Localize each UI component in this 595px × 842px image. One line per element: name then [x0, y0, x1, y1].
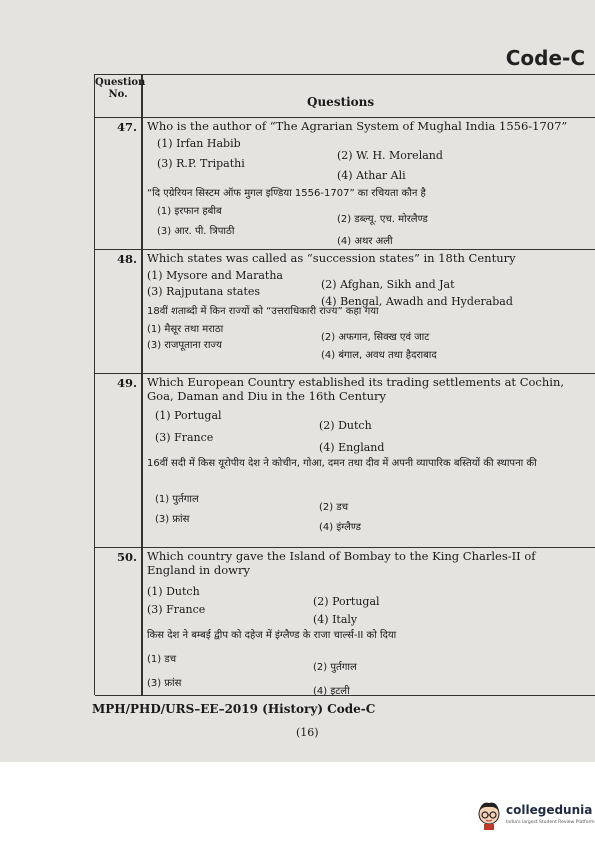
question-text-en: Which country gave the Island of Bombay to the King Charles-II of England in dowry — [147, 549, 536, 577]
option-3: (3) R.P. Tripathi — [157, 157, 245, 170]
option-1: (1) Dutch — [147, 585, 200, 598]
question-row — [95, 249, 595, 374]
header-questions: Questions — [307, 95, 375, 109]
option-1: (1) Portugal — [155, 409, 222, 422]
question-number: 47. — [116, 120, 137, 134]
option-2: (2) Portugal — [313, 595, 380, 608]
questions-table — [94, 74, 595, 695]
option-3: (3) Rajputana states — [147, 285, 261, 298]
option-2: (2) Afghan, Sikh and Jat — [321, 278, 455, 291]
option-2: (2) Dutch — [319, 419, 372, 432]
question-row — [95, 373, 595, 548]
question-text-hi: 16वीं सदी में किस यूरोपीय देश ने कोचीन, गोआ, दमन तथा दीव में अपनी व्यापारिक बस्तियों की स्थापना की — [147, 458, 537, 469]
header-question-no: Question No. — [95, 77, 146, 100]
question-text-hi: “दि एग्रेरियन सिस्टम ऑफ मुगल इण्डिया 1556-1707” का रचियता कौन है — [147, 188, 426, 199]
option-2-hi: (2) डब्ल्यू. एच. मोरलैण्ड — [337, 214, 428, 225]
option-3: (3) France — [147, 603, 206, 616]
option-4: (4) Italy — [313, 613, 358, 626]
option-3-hi: (3) फ्रांस — [155, 514, 190, 525]
option-1-hi: (1) मैसूर तथा मराठा — [147, 324, 224, 335]
option-2-hi: (2) डच — [319, 502, 349, 513]
option-3-hi: (3) आर. पी. त्रिपाठी — [157, 226, 235, 237]
question-text-hi: किस देश ने बम्बई द्वीप को दहेज में इंग्लैण्ड के राजा चार्ल्स-II को दिया — [147, 630, 397, 641]
logo-tagline: India's largest Student Review Platform — [506, 820, 595, 825]
table-header — [95, 75, 595, 118]
question-text-en: Which states was called as “succession states” in 18th Century — [147, 251, 516, 265]
option-4-hi: (4) इंग्लैण्ड — [319, 522, 361, 533]
option-2-hi: (2) पुर्तगाल — [313, 662, 357, 673]
question-number: 49. — [116, 376, 137, 390]
option-1-hi: (1) इरफान हबीब — [157, 206, 222, 217]
collegedunia-logo — [476, 800, 595, 834]
option-3-hi: (3) राजपूताना राज्य — [147, 340, 222, 351]
option-1: (1) Irfan Habib — [157, 137, 241, 150]
option-1-hi: (1) डच — [147, 654, 177, 665]
mascot-icon — [476, 800, 502, 830]
question-text-en: Who is the author of “The Agrarian System of Mughal India 1556-1707” — [147, 119, 568, 133]
option-4-hi: (4) इटली — [313, 686, 350, 697]
question-text-en: Which European Country established its trading settlements at Cochin, Goa, Daman and Diu in the 16th Century — [147, 375, 565, 403]
question-number: 48. — [116, 252, 137, 266]
option-4: (4) Bengal, Awadh and Hyderabad — [321, 295, 513, 308]
option-1: (1) Mysore and Maratha — [147, 269, 283, 282]
option-1-hi: (1) पुर्तगाल — [155, 494, 199, 505]
question-row — [95, 547, 595, 696]
logo-name: collegedunia — [506, 803, 593, 817]
page-number: (16) — [296, 726, 319, 739]
option-4-hi: (4) अथर अली — [337, 236, 393, 247]
option-4-hi: (4) बंगाल, अवध तथा हैदराबाद — [321, 350, 437, 361]
paper-code: Code-C — [505, 46, 585, 70]
option-3: (3) France — [155, 431, 214, 444]
option-4: (4) Athar Ali — [337, 169, 406, 182]
option-4: (4) England — [319, 441, 385, 454]
question-text-hi: 18वीं शताब्दी में किन राज्यों को “उत्तराधिकारी राज्य” कहा गया — [147, 306, 379, 317]
option-2: (2) W. H. Moreland — [337, 149, 443, 162]
option-2-hi: (2) अफगान, सिक्ख एवं जाट — [321, 332, 430, 343]
paper-footer-title: MPH/PHD/URS–EE–2019 (History) Code-C — [92, 702, 376, 716]
option-3-hi: (3) फ्रांस — [147, 678, 182, 689]
question-row — [95, 117, 595, 250]
question-number: 50. — [116, 550, 137, 564]
